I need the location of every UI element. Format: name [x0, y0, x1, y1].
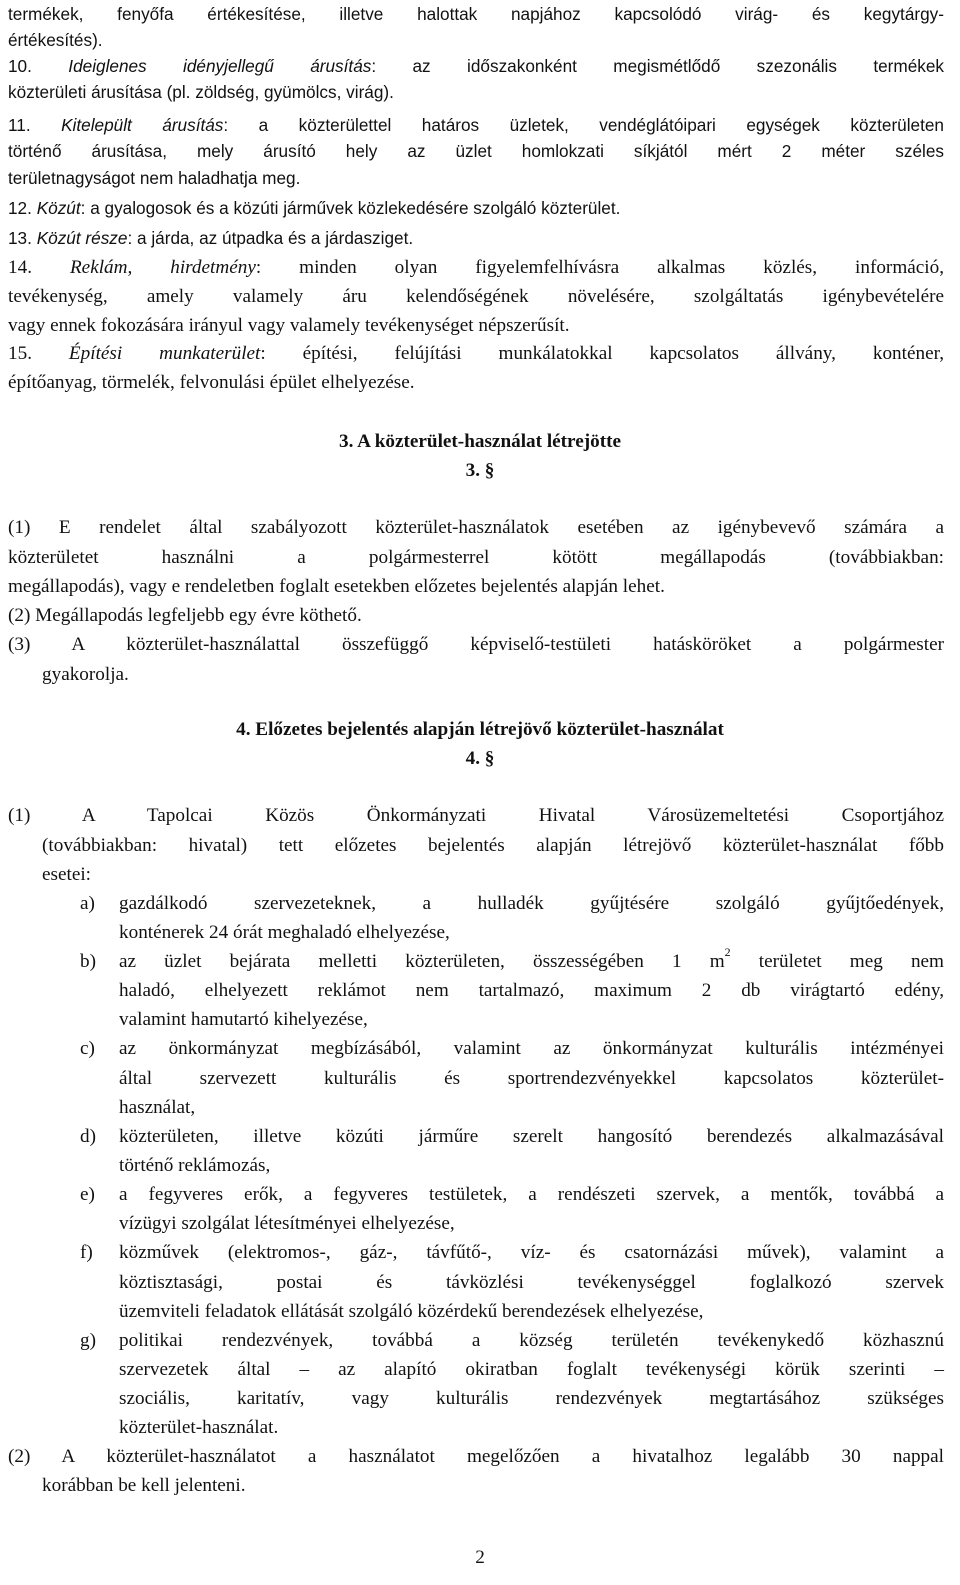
- list-item-g-line-4: közterület-használat.: [119, 1417, 279, 1438]
- list-item-c-line-3: használat,: [119, 1097, 196, 1118]
- section-4-para-2-line-2: korábban be kell jelenteni.: [42, 1475, 246, 1496]
- list-item-f-line-1: közművek (elektromos-, gáz-, távfűtő-, víz- és csatornázási művek), valamint a: [119, 1242, 944, 1263]
- page-number: 2: [475, 1547, 485, 1568]
- section-3-para-3-line-2: gyakorolja.: [42, 664, 129, 685]
- definition-number: 13.: [8, 228, 32, 248]
- definition-text: : az időszakonként megismétlődő szezonális termékek: [371, 56, 944, 76]
- definition-10-line-2: közterületi árusítása (pl. zöldség, gyümölcs, virág).: [8, 82, 394, 102]
- list-item-marker: d): [80, 1126, 96, 1147]
- list-item-b-text-end: területet meg nem: [730, 951, 944, 972]
- list-item-marker: a): [80, 893, 95, 914]
- section-3-para-2: (2) Megállapodás legfeljebb egy évre köthető.: [8, 605, 362, 626]
- defined-term: Építési munkaterület: [68, 343, 261, 364]
- list-item-marker: b): [80, 951, 96, 972]
- definition-9-continuation-line-2: értékesítés).: [8, 30, 103, 50]
- definition-13: [8, 226, 413, 250]
- definition-text: : a járda, az útpadka és a járdasziget.: [127, 228, 414, 248]
- defined-term: Közút része: [36, 228, 128, 248]
- list-item-e-line-2: vízügyi szolgálat létesítményei elhelyezése,: [119, 1213, 455, 1234]
- list-item-f-line-3: üzemviteli feladatok ellátását szolgáló közérdekű berendezések elhelyezése,: [119, 1301, 704, 1322]
- list-item-d-line-2: történő reklámozás,: [119, 1155, 271, 1176]
- list-item-b-line-3: valamint hamutartó kihelyezése,: [119, 1009, 368, 1030]
- list-item-b-text-start: az üzlet bejárata melletti közterületen, összességében 1 m: [119, 951, 725, 972]
- list-item-d-line-1: közterületen, illetve közúti járműre szerelt hangosító berendezés alkalmazásával: [119, 1126, 944, 1147]
- section-3-para-1-line-2: közterületet használni a polgármesterrel kötött megállapodás (továbbiakban:: [8, 547, 944, 568]
- section-4-para-2-line-1: (2) A közterület-használatot a használatot megelőzően a hivatalhoz legalább 30 nappal: [8, 1446, 944, 1467]
- definition-number: 11.: [8, 115, 31, 135]
- definition-11-line-2: történő árusítása, mely árusító hely az üzlet homlokzati síkjától mért 2 méter széles: [8, 141, 944, 161]
- list-item-marker: e): [80, 1184, 95, 1205]
- section-4-para-1-line-1: (1) A Tapolcai Közös Önkormányzati Hivatal Városüzemeltetési Csoportjához: [8, 805, 944, 826]
- section-3-paragraph-sign: 3. §: [465, 460, 495, 481]
- list-item-c-line-1: az önkormányzat megbízásából, valamint az önkormányzat kulturális intézményei: [119, 1038, 944, 1059]
- list-item-marker: g): [80, 1330, 96, 1351]
- definition-11-line-3: területnagyságot nem haladhatja meg.: [8, 168, 301, 188]
- section-4-paragraph-sign: 4. §: [465, 748, 495, 769]
- defined-term: Kitelepült árusítás: [61, 115, 224, 135]
- definition-text: : a gyalogosok és a közúti járművek közlekedésére szolgáló közterület.: [80, 198, 621, 218]
- defined-term: Reklám, hirdetmény: [69, 257, 256, 278]
- definition-15-line-2: építőanyag, törmelék, felvonulási épület elhelyezése.: [8, 372, 415, 393]
- defined-term: Ideiglenes idényjellegű árusítás: [68, 56, 372, 76]
- definition-11: [8, 113, 944, 137]
- definition-number: 14.: [8, 257, 32, 278]
- definition-text: : minden olyan figyelemfelhívásra alkalmas közlés, információ,: [255, 257, 945, 278]
- list-item-g-line-1: politikai rendezvények, továbbá a község területén tevékenykedő közhasznú: [119, 1330, 944, 1351]
- list-item-marker: f): [80, 1242, 93, 1263]
- section-3-para-1-line-3: megállapodás), vagy e rendeletben foglalt esetekben előzetes bejelentés alapján lehet.: [8, 576, 665, 597]
- list-item-a-line-1: gazdálkodó szervezeteknek, a hulladék gyűjtésére szolgáló gyűjtőedények,: [119, 893, 944, 914]
- section-3-para-1-line-1: (1) E rendelet által szabályozott közterület-használatok esetében az igénybevevő számára a: [8, 517, 944, 538]
- section-4-para-1-line-2: (továbbiakban: hivatal) tett előzetes bejelentés alapján létrejövő közterület-használat főbb: [42, 835, 944, 856]
- list-item-g-line-2: szervezetek által – az alapító okiratban foglalt tevékenységi körük szerinti –: [119, 1359, 944, 1380]
- defined-term: Közút: [36, 198, 81, 218]
- section-4-heading: 4. Előzetes bejelentés alapján létrejövő közterület-használat: [236, 719, 724, 740]
- definition-text: : a közterülettel határos üzletek, vendéglátóipari egységek közterületen: [223, 115, 944, 135]
- definition-number: 15.: [8, 343, 32, 364]
- definition-9-continuation-line-1: termékek, fenyőfa értékesítése, illetve halottak napjához kapcsolódó virág- és kegytárgy-: [8, 4, 944, 24]
- list-item-g-line-3: szociális, karitatív, vagy kulturális rendezvények megtartásához szükséges: [119, 1388, 944, 1409]
- definition-10: [8, 54, 944, 78]
- definition-14-line-2: tevékenység, amely valamely áru kelendőségének növelésére, szolgáltatás igénybevételére: [8, 286, 944, 307]
- list-item-marker: c): [80, 1038, 95, 1059]
- list-item-e-line-1: a fegyveres erők, a fegyveres testületek, a rendészeti szervek, a mentők, továbbá a: [119, 1184, 944, 1205]
- definition-number: 12.: [8, 198, 32, 218]
- definition-14: [8, 256, 944, 280]
- superscript-2: 2: [724, 945, 731, 959]
- list-item-b-line-2: haladó, elhelyezett reklámot nem tartalmazó, maximum 2 db virágtartó edény,: [119, 980, 944, 1001]
- definition-text: : építési, felújítási munkálatokkal kapcsolatos állvány, konténer,: [260, 343, 945, 364]
- list-item-c-line-2: által szervezett kulturális és sportrendezvényekkel kapcsolatos közterület-: [119, 1068, 944, 1089]
- list-item-b-line-1: [119, 945, 944, 974]
- section-3-heading: 3. A közterület-használat létrejötte: [338, 431, 622, 452]
- definition-number: 10.: [8, 56, 32, 76]
- section-3-para-3-line-1: (3) A közterület-használattal összefüggő képviselő-testületi hatásköröket a polgármester: [8, 634, 944, 655]
- definition-12: [8, 196, 620, 220]
- definition-14-line-3: vagy ennek fokozására irányul vagy valamely tevékenységet népszerűsít.: [8, 315, 570, 336]
- definition-15: [8, 342, 944, 366]
- list-item-a-line-2: konténerek 24 órát meghaladó elhelyezése,: [119, 922, 450, 943]
- section-4-para-1-line-3: esetei:: [42, 864, 92, 885]
- list-item-f-line-2: köztisztasági, postai és távközlési tevékenységgel foglalkozó szervek: [119, 1272, 944, 1293]
